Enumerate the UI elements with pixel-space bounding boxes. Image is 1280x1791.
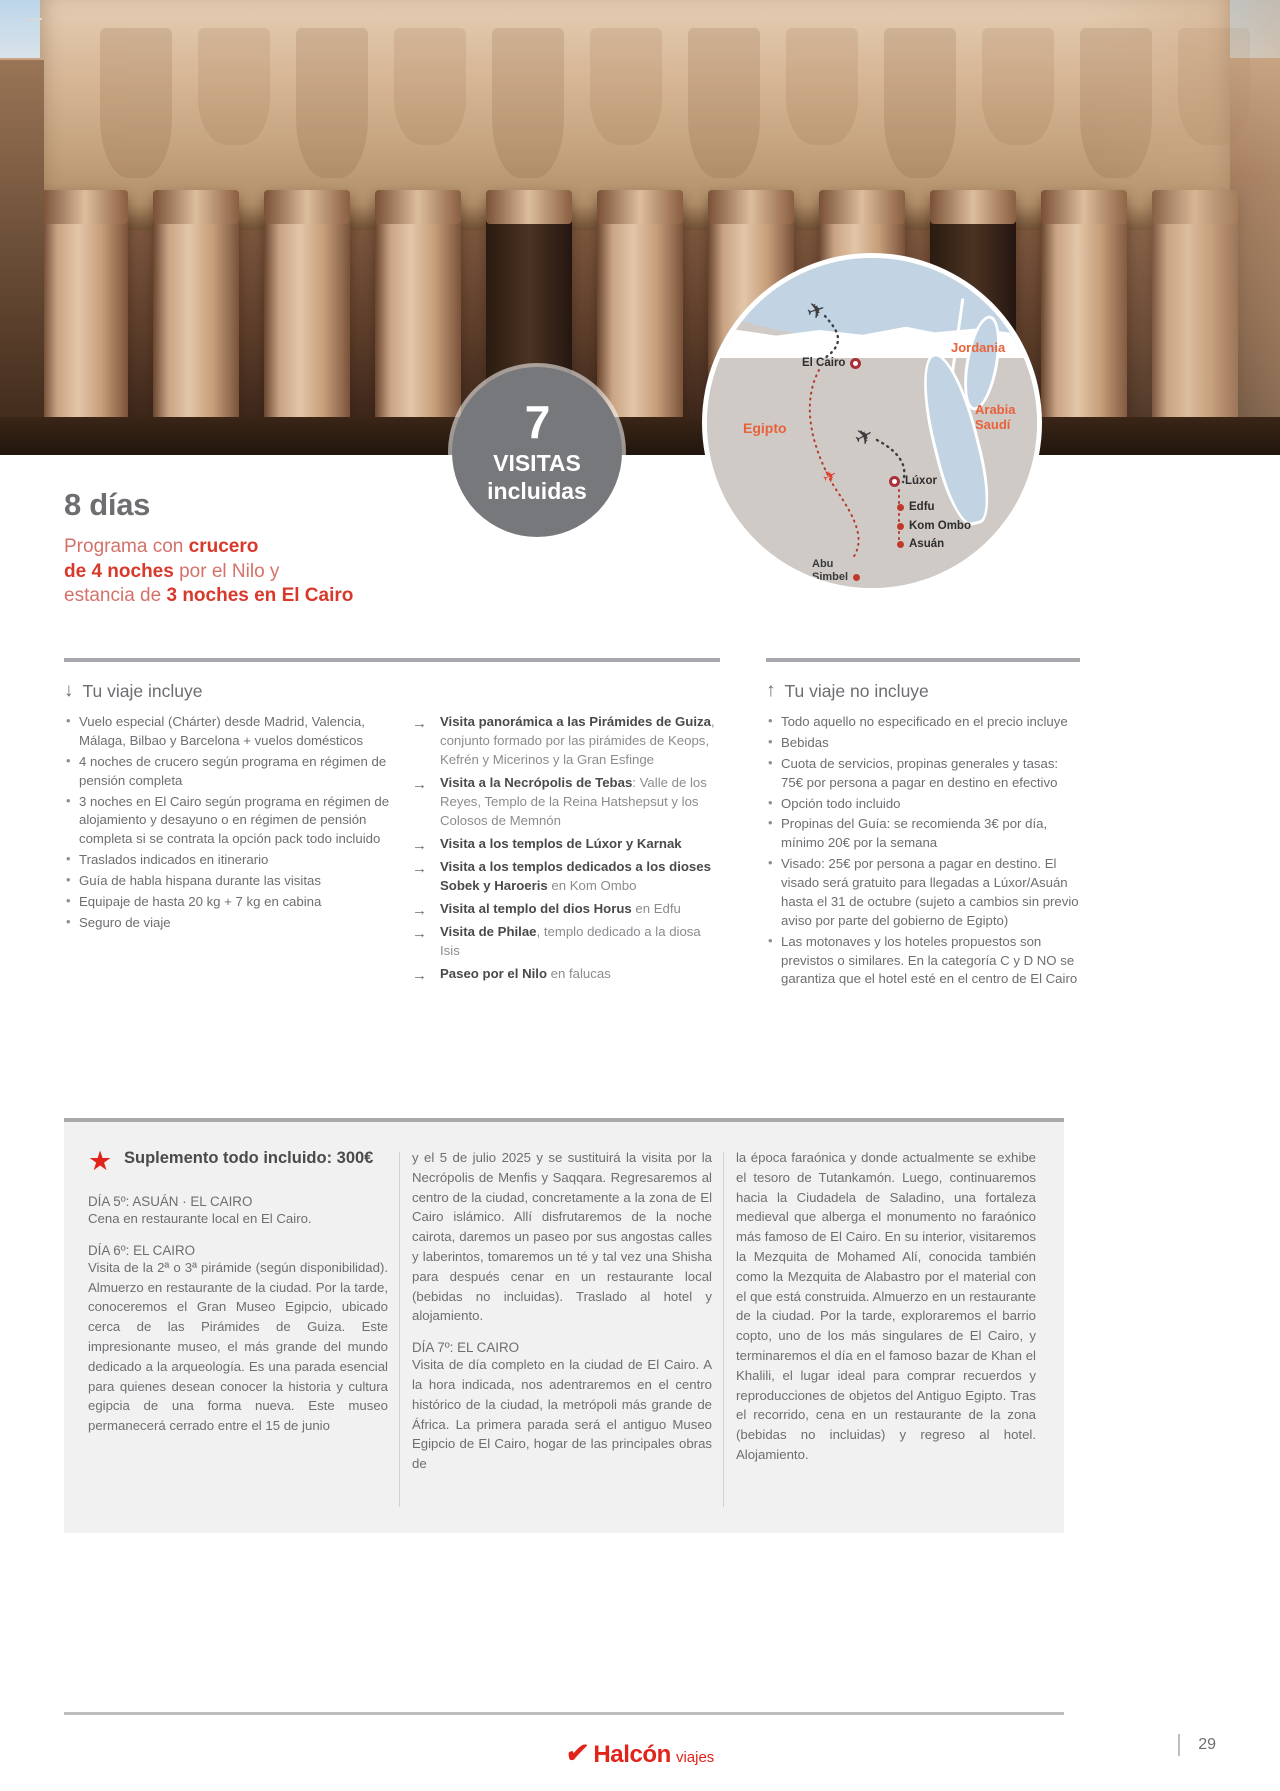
map-city-label-asuan: Asuán xyxy=(909,538,945,550)
list-item xyxy=(412,712,724,769)
day7-continued-text: la época faraónica y donde actualmente se exhibe el tesoro de Tutankamón. Luego, continuaremos hacia la Ciudadela de Saladino, una fortaleza medieval que alberga el monumento no faraónico más famoso de El Cairo. En su interior, visitaremos la Mezquita de Mohamed Alí, conocida también como la Mezquita de Alabastro por el material con el que está construida. Almuerzo en un restaurante de la ciudad. Por la tarde, exploraremos el barrio copto, uno de los más singulares de El Cairo, y terminaremos el día en el famoso bazar de Khan el Khalili, el lugar ideal para comprar recuerdos y reproducciones de objetos del Antiguo Egipto. Tras el recorrido, cena en un restaurante de la zona (bebidas no incluidas) y regreso al hotel. Alojamiento. xyxy=(736,1150,1036,1462)
arrow-right-icon: → xyxy=(412,837,427,854)
not-includes-list xyxy=(766,713,1080,989)
includes-list xyxy=(64,713,394,933)
map-city-label-kom-ombo: Kom Ombo xyxy=(909,520,971,532)
map-dot-icon xyxy=(897,523,904,530)
supplement-header xyxy=(88,1148,388,1174)
list-item: • Propinas del Guía: se recomienda 3€ por día, mínimo 20€ por la semana xyxy=(766,815,1080,853)
visit-desc: , conjunto formado por las pirámides de Keops, Kefrén y Micerinos y la Gran Esfinge xyxy=(440,714,715,767)
visit-desc: en falucas xyxy=(547,966,611,981)
visits-column xyxy=(394,658,724,991)
visits-badge xyxy=(452,367,622,537)
star-icon: ★ xyxy=(88,1146,113,1176)
airplane-icon-south: ✈ xyxy=(849,421,878,452)
map-city-label-edfu: Edfu xyxy=(909,501,935,513)
visit-title: Visita a la Necrópolis de Tebas xyxy=(440,775,633,790)
map-marker-icon xyxy=(850,358,861,369)
not-includes-heading xyxy=(766,680,1080,702)
map-city-edfu xyxy=(897,501,935,513)
day7-heading: DÍA 7º: EL CAIRO xyxy=(412,1340,520,1356)
day5-heading: DÍA 5º: ASUÁN · EL CAIRO xyxy=(88,1194,253,1209)
list-item: • Opción todo incluido xyxy=(766,795,1080,814)
hero-left-shadow xyxy=(0,60,44,455)
map-city-asuan xyxy=(897,538,944,550)
visit-desc: en Kom Ombo xyxy=(547,878,637,893)
arrow-up-icon: ↑ xyxy=(766,680,776,701)
visit-title: Visita al templo del dios Horus xyxy=(440,901,632,916)
map-city-label-abu-simbel-2: Simbel xyxy=(812,570,849,583)
list-item xyxy=(412,857,724,895)
day7-text: Visita de día completo en la ciudad de El Cairo. A la hora indicada, nos adentraremos en el centro histórico de la ciudad, la metrópoli más grande de África. La primera parada será el antiguo Museo Egipcio de El Cairo, hogar de las principales obras de xyxy=(412,1357,712,1472)
check-icon: ✔ xyxy=(563,1737,591,1768)
subtitle-part-1: Programa con xyxy=(64,536,189,557)
subtitle-bold-noches: de 4 noches xyxy=(64,560,174,582)
supplement-panel xyxy=(64,1118,1064,1533)
list-item xyxy=(412,922,724,960)
title-block xyxy=(64,487,484,609)
map-label-arabia-line1: Arabia xyxy=(975,402,1016,417)
visit-title: Visita a los templos dedicados a los dioses Sobek y Haroeris xyxy=(440,859,711,893)
info-sections xyxy=(64,658,1079,991)
supplement-column-left xyxy=(88,1148,388,1474)
visit-title: Visita a los templos de Lúxor y Karnak xyxy=(440,836,682,851)
visits-badge-line1: VISITAS xyxy=(493,450,581,477)
supplement-column-right xyxy=(736,1148,1036,1474)
list-item xyxy=(412,773,724,830)
subtitle-part-2: por el Nilo y xyxy=(173,560,280,582)
list-item: • Todo aquello no especificado en el precio incluye xyxy=(766,713,1080,732)
includes-column xyxy=(64,658,394,991)
hero-image xyxy=(0,0,1280,455)
list-item: • Guía de habla hispana durante las visitas xyxy=(64,872,394,891)
visit-title: Visita panorámica a las Pirámides de Guiza xyxy=(440,714,711,729)
airplane-icon-north: ✈ xyxy=(803,295,829,326)
subtitle-bold-cairo: 3 noches en El Cairo xyxy=(166,585,354,607)
day6-continued-text: y el 5 de julio 2025 y se sustituirá la visita por la Necrópolis de Menfis y Saqqara. Regresaremos al centro de la ciudad, concretamente a la zona de El Cairo islámico. Allí disfrutaremos de la noche cairota, daremos un paseo por sus angostas calles y laberintos, tomaremos un té y tal vez una Shisha para después cenar en un restaurante local (bebidas no incluidas). Traslado al hotel y alojamiento. xyxy=(412,1150,712,1324)
subtitle-bold-crucero: crucero xyxy=(188,536,259,557)
visit-title: Paseo por el Nilo xyxy=(440,966,547,981)
not-includes-column xyxy=(766,658,1080,991)
arrow-down-icon: ↓ xyxy=(64,680,74,701)
map-label-arabia-saudi xyxy=(975,403,1015,433)
map-city-label-luxor: Lúxor xyxy=(905,475,937,487)
visit-desc: , templo dedicado a la diosa Isis xyxy=(440,924,701,958)
map-city-abu-simbel xyxy=(812,558,848,583)
list-item: • Cuota de servicios, propinas generales y tasas: 75€ por persona a pagar en destino en efectivo xyxy=(766,755,1080,793)
footer xyxy=(0,1726,1280,1782)
map-label-jordania: Jordania xyxy=(951,340,1006,355)
visits-badge-line2: incluidas xyxy=(487,477,587,504)
list-item xyxy=(412,899,724,918)
map-marker-icon xyxy=(889,476,900,487)
map-city-luxor xyxy=(889,475,937,487)
arrow-right-icon: → xyxy=(412,715,427,732)
subtitle-part-3: estancia de xyxy=(64,585,167,607)
list-item: • Las motonaves y los hoteles propuestos son previstos o similares. En la categoría C y D NO se garantiza que el hotel esté en el centro de El Cairo xyxy=(766,933,1080,990)
logo-subtitle: viajes xyxy=(675,1748,715,1766)
hero-hieroglyphs xyxy=(100,28,1250,178)
arrow-right-icon: → xyxy=(412,967,427,984)
route-map xyxy=(707,258,1037,588)
arrow-right-icon: → xyxy=(412,860,427,877)
not-includes-heading-label: Tu viaje no incluye xyxy=(784,680,929,701)
visits-badge-number: 7 xyxy=(524,396,550,449)
includes-heading-label: Tu viaje incluye xyxy=(82,680,203,701)
hero-right-light xyxy=(1090,0,1280,455)
list-item xyxy=(412,964,724,983)
day6-text: Visita de la 2ª o 3ª pirámide (según disponibilidad). Almuerzo en restaurante de la ciudad. Por la tarde, conoceremos el Gran Museo Egipcio, ubicado cerca de las Pirámides de Guiza. Este impresionante museo, el más grande del mundo dedicado a la arqueología. Es una parada esencial para quienes desean conocer la historia y cultura egipcia de una forma nueva. Este museo permanecerá cerrado entre el 15 de junio xyxy=(88,1259,388,1434)
map-label-arabia-line2: Saudí xyxy=(975,416,1011,432)
not-includes-divider xyxy=(766,658,1080,662)
logo-brand: Halcón xyxy=(593,1740,671,1768)
visits-list xyxy=(412,712,724,983)
includes-heading xyxy=(64,680,394,702)
hero-floor xyxy=(0,417,1280,455)
day5-text: Cena en restaurante local en El Cairo. xyxy=(88,1211,312,1226)
footer-divider xyxy=(64,1712,1064,1715)
page-number: 29 xyxy=(1178,1734,1216,1756)
day6-heading: DÍA 6º: EL CAIRO xyxy=(88,1242,196,1258)
arrow-right-icon: → xyxy=(412,776,427,793)
list-item: • Bebidas xyxy=(766,734,1080,753)
list-item: • Traslados indicados en itinerario xyxy=(64,851,394,870)
map-city-label-abu-simbel-1: Abu xyxy=(812,558,834,570)
visit-desc: en Edfu xyxy=(631,901,681,916)
list-item: • Equipaje de hasta 20 kg + 7 kg en cabina xyxy=(64,893,394,912)
map-city-el-cairo xyxy=(802,357,861,369)
page-subtitle xyxy=(64,535,484,609)
supplement-column-middle xyxy=(412,1148,712,1474)
page-title-days: 8 días xyxy=(64,487,151,522)
list-item: • Visado: 25€ por persona a pagar en destino. El visado será gratuito para llegadas a Lúxor/Asuán hasta el 31 de octubre (sujeto a cambios sin previo aviso por parte del gobierno de Egipto) xyxy=(766,855,1080,931)
crop-mark xyxy=(26,18,42,20)
airplane-icon-red: ✈ xyxy=(819,464,841,489)
map-city-kom-ombo xyxy=(897,520,971,532)
visit-desc: : Valle de los Reyes, Templo de la Reina Hatshepsut y los Colosos de Memnón xyxy=(440,775,707,828)
map-dot-icon xyxy=(897,504,904,511)
arrow-right-icon: → xyxy=(412,902,427,919)
visit-title: Visita de Philae xyxy=(440,924,537,939)
halcon-viajes-logo xyxy=(563,1737,715,1769)
map-city-label-el-cairo: El Cairo xyxy=(802,357,846,369)
list-item: • Seguro de viaje xyxy=(64,914,394,933)
list-item: • Vuelo especial (Chárter) desde Madrid, Valencia, Málaga, Bilbao y Barcelona + vuelos domésticos xyxy=(64,713,394,751)
supplement-title: Suplemento todo incluido: 300€ xyxy=(124,1149,374,1167)
list-item: • 4 noches de crucero según programa en régimen de pensión completa xyxy=(64,753,394,791)
map-label-egipto: Egipto xyxy=(743,420,787,436)
list-item xyxy=(412,834,724,853)
arrow-right-icon: → xyxy=(412,925,427,942)
list-item: • 3 noches en El Cairo según programa en régimen de alojamiento y desayuno o en régimen de pensión completa si se contrata la opción pack todo incluido xyxy=(64,793,394,850)
map-dot-icon xyxy=(897,541,904,548)
